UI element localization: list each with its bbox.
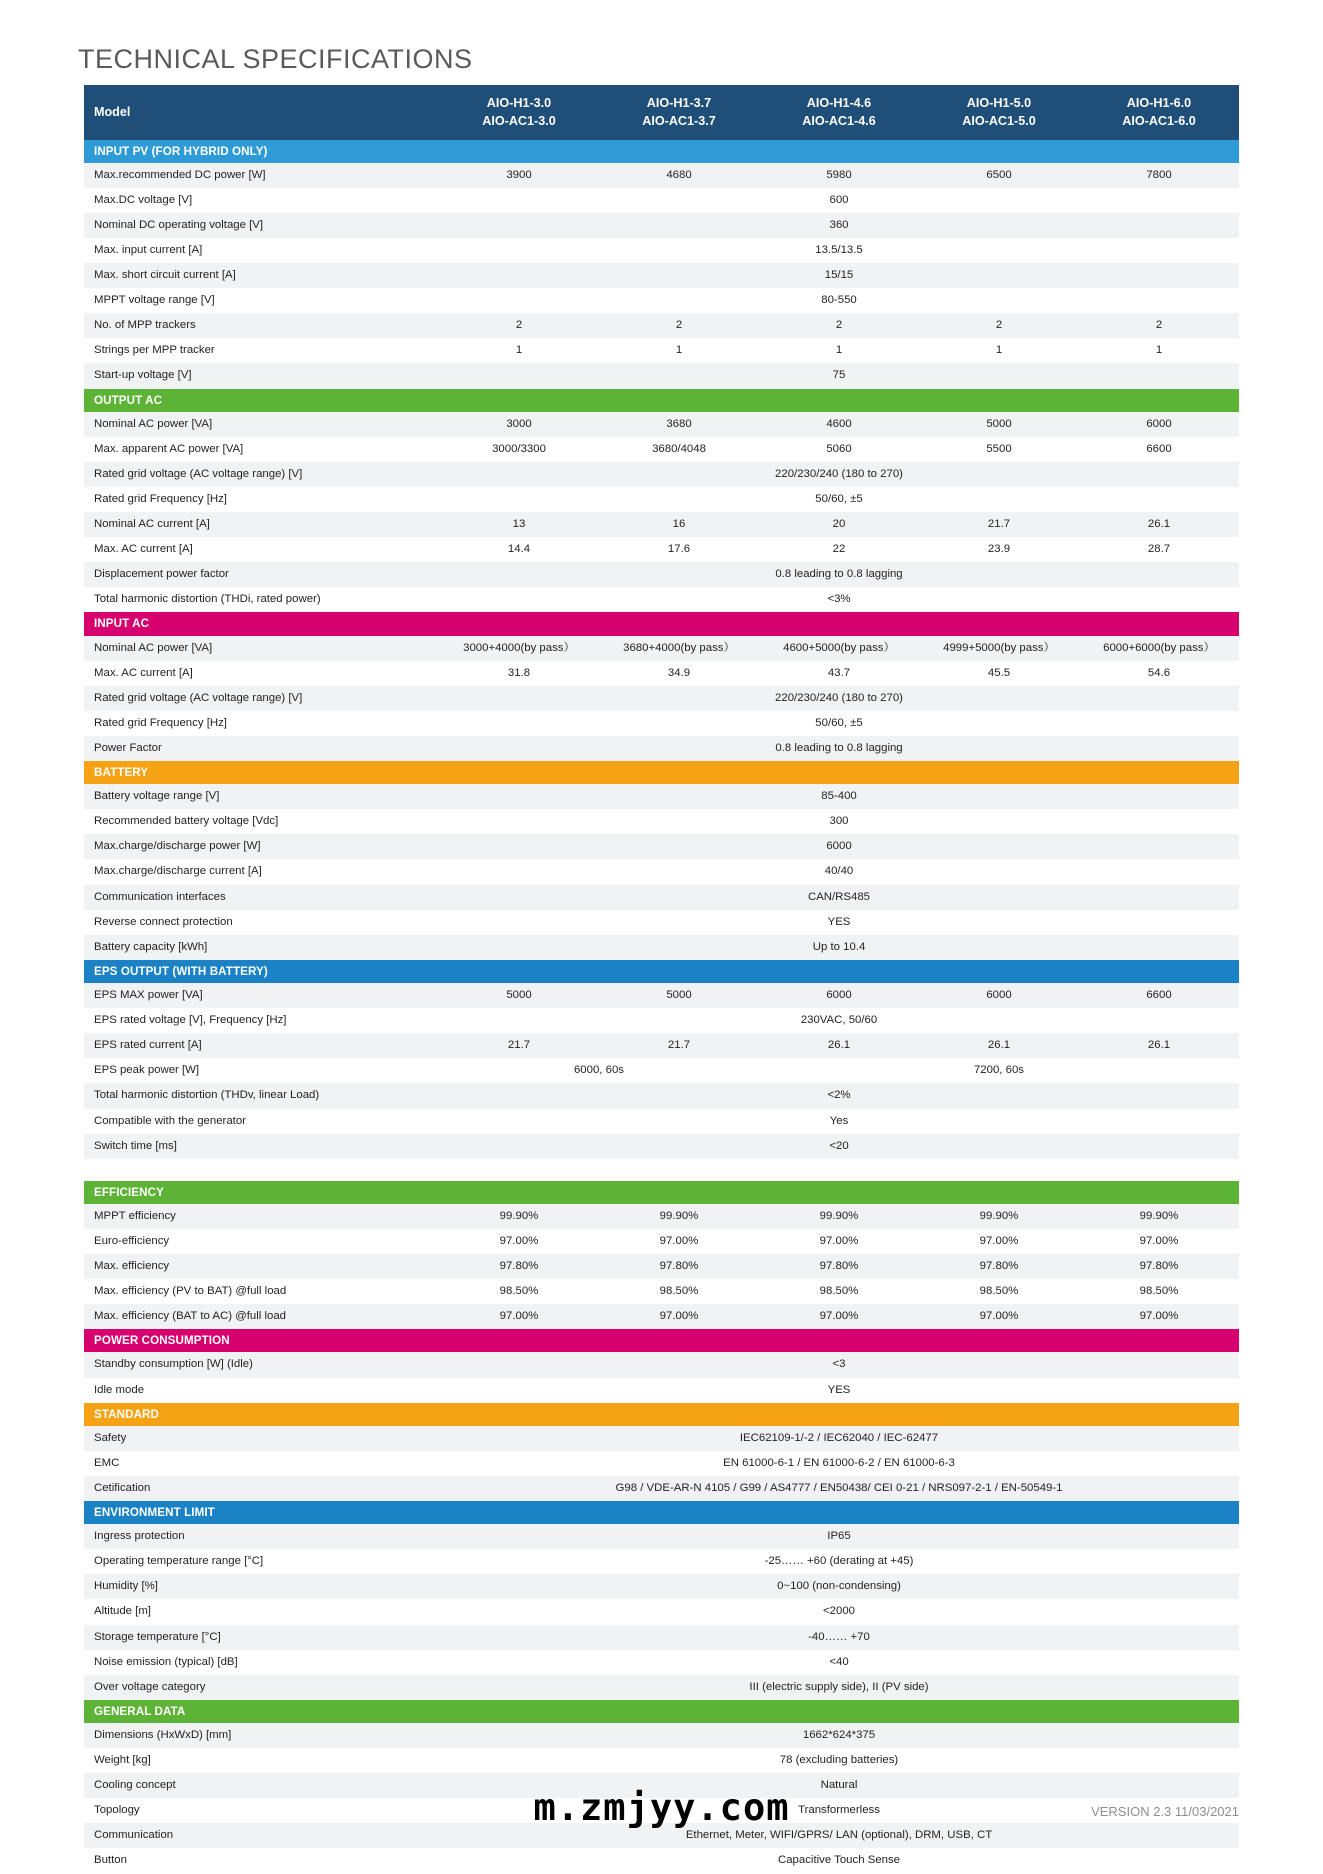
row-value-merged: Natural [439,1773,1239,1798]
row-value: 97.80% [759,1254,919,1279]
row-label: Max. efficiency [84,1254,439,1279]
section-header-row [84,140,1239,163]
row-value: 17.6 [599,537,759,562]
row-value: 3000/3300 [439,437,599,462]
section-header-row [84,1700,1239,1723]
row-label: Topology [84,1798,439,1823]
row-label: Cetification [84,1476,439,1501]
row-value-merged: <3 [439,1352,1239,1377]
row-value-group: 6000, 60s [439,1058,759,1083]
row-value: 23.9 [919,537,1079,562]
row-value: 97.00% [439,1229,599,1254]
row-value: 21.7 [919,512,1079,537]
table-row [84,1723,1239,1748]
row-label: Idle mode [84,1378,439,1403]
table-row [84,1451,1239,1476]
table-row [84,1304,1239,1329]
row-value-merged: 50/60, ±5 [439,711,1239,736]
table-row [84,1352,1239,1377]
row-value: 99.90% [1079,1204,1239,1229]
row-value: 97.80% [1079,1254,1239,1279]
row-label: Rated grid Frequency [Hz] [84,711,439,736]
table-row [84,1650,1239,1675]
row-value-merged: 230VAC, 50/60 [439,1008,1239,1033]
row-label: Max. efficiency (BAT to AC) @full load [84,1304,439,1329]
model-column-header: AIO-H1-3.7 AIO-AC1-3.7 [599,85,759,140]
row-label: Altitude [m] [84,1599,439,1624]
row-value: 34.9 [599,661,759,686]
row-value-merged: YES [439,910,1239,935]
row-value: 26.1 [759,1033,919,1058]
row-value: 2 [759,313,919,338]
table-row [84,562,1239,587]
row-value: 20 [759,512,919,537]
row-label: Nominal DC operating voltage [V] [84,213,439,238]
row-value: 4680 [599,163,759,188]
row-value: 5000 [439,983,599,1008]
row-value: 26.1 [919,1033,1079,1058]
row-value-merged: 75 [439,363,1239,388]
row-label: Start-up voltage [V] [84,363,439,388]
section-header-label: GENERAL DATA [84,1700,1239,1723]
row-value: 99.90% [599,1204,759,1229]
row-value: 3680 [599,412,759,437]
row-label: Operating temperature range [°C] [84,1549,439,1574]
row-value: 97.00% [919,1229,1079,1254]
row-value: 97.00% [1079,1304,1239,1329]
row-value: 26.1 [1079,512,1239,537]
row-value: 5500 [919,437,1079,462]
row-value: 6000 [919,983,1079,1008]
row-value-merged: 0~100 (non-condensing) [439,1574,1239,1599]
row-value: 99.90% [439,1204,599,1229]
row-value-merged: Ethernet, Meter, WIFI/GPRS/ LAN (optional), DRM, USB, CT [439,1823,1239,1848]
row-value-merged: 80-550 [439,288,1239,313]
row-value-merged: IP65 [439,1524,1239,1549]
table-row [84,809,1239,834]
row-value: 1 [599,338,759,363]
table-row [84,1476,1239,1501]
row-value: 28.7 [1079,537,1239,562]
section-header-label: OUTPUT AC [84,389,1239,412]
row-value: 54.6 [1079,661,1239,686]
table-row [84,736,1239,761]
row-value: 97.00% [759,1304,919,1329]
technical-specifications-table [84,85,1239,1874]
row-value: 4999+5000(by pass） [919,636,1079,661]
section-header-label: INPUT PV (FOR HYBRID ONLY) [84,140,1239,163]
row-value-merged: <20 [439,1134,1239,1159]
model-header-label: Model [84,85,439,140]
row-value-merged: 85-400 [439,784,1239,809]
row-value: 1 [1079,338,1239,363]
row-label: Max.charge/discharge current [A] [84,859,439,884]
table-row [84,661,1239,686]
table-row [84,1748,1239,1773]
row-label: Storage temperature [°C] [84,1625,439,1650]
section-header-row [84,1181,1239,1204]
row-value: 99.90% [759,1204,919,1229]
row-value: 26.1 [1079,1033,1239,1058]
row-label: Safety [84,1426,439,1451]
table-row [84,537,1239,562]
row-value: 97.00% [599,1304,759,1329]
row-value-merged: 15/15 [439,263,1239,288]
table-row [84,238,1239,263]
row-value: 2 [439,313,599,338]
table-row [84,636,1239,661]
section-header-row [84,389,1239,412]
row-value: 98.50% [599,1279,759,1304]
table-row [84,288,1239,313]
row-value: 98.50% [919,1279,1079,1304]
section-header-row [84,1403,1239,1426]
row-value: 97.00% [599,1229,759,1254]
row-label: Max. input current [A] [84,238,439,263]
row-value: 2 [919,313,1079,338]
table-row [84,188,1239,213]
table-row [84,1524,1239,1549]
row-value-merged: 40/40 [439,859,1239,884]
row-value-merged: <2000 [439,1599,1239,1624]
row-value: 2 [599,313,759,338]
table-row [84,263,1239,288]
row-label: Max.charge/discharge power [W] [84,834,439,859]
row-value-merged: -25…… +60 (derating at +45) [439,1549,1239,1574]
row-value-merged: <3% [439,587,1239,612]
row-value: 3900 [439,163,599,188]
table-row [84,1008,1239,1033]
row-value: 6600 [1079,437,1239,462]
table-row [84,587,1239,612]
row-value: 1 [919,338,1079,363]
row-label: Cooling concept [84,1773,439,1798]
row-value: 21.7 [439,1033,599,1058]
row-value: 1 [439,338,599,363]
table-row [84,338,1239,363]
footer-brand-watermark: m.zmjyy.com [533,1786,790,1829]
model-column-header: AIO-H1-3.0 AIO-AC1-3.0 [439,85,599,140]
row-value: 6000 [759,983,919,1008]
table-row [84,1109,1239,1134]
row-value: 4600 [759,412,919,437]
row-label: Standby consumption [W] (Idle) [84,1352,439,1377]
row-label: Strings per MPP tracker [84,338,439,363]
model-column-header: AIO-H1-6.0 AIO-AC1-6.0 [1079,85,1239,140]
row-value: 43.7 [759,661,919,686]
row-value-merged: 13.5/13.5 [439,238,1239,263]
table-row [84,885,1239,910]
row-label: EMC [84,1451,439,1476]
table-row [84,711,1239,736]
row-value: 98.50% [439,1279,599,1304]
row-label: Rated grid voltage (AC voltage range) [V] [84,462,439,487]
row-value-merged: 600 [439,188,1239,213]
table-row [84,437,1239,462]
row-value-merged: 78 (excluding batteries) [439,1748,1239,1773]
row-label: MPPT efficiency [84,1204,439,1229]
row-value-merged: III (electric supply side), II (PV side) [439,1675,1239,1700]
row-label: Max.recommended DC power [W] [84,163,439,188]
row-label: Humidity [%] [84,1574,439,1599]
row-label: Max. apparent AC power [VA] [84,437,439,462]
row-value: 6000+6000(by pass） [1079,636,1239,661]
row-label: EPS rated current [A] [84,1033,439,1058]
row-value-merged: 360 [439,213,1239,238]
table-row [84,983,1239,1008]
row-label: Nominal AC power [VA] [84,636,439,661]
row-value: 21.7 [599,1033,759,1058]
row-value-merged: 220/230/240 (180 to 270) [439,686,1239,711]
row-label: Button [84,1848,439,1873]
table-row [84,163,1239,188]
table-row [84,487,1239,512]
row-value: 6000 [1079,412,1239,437]
row-value: 7800 [1079,163,1239,188]
row-label: Switch time [ms] [84,1134,439,1159]
row-value: 31.8 [439,661,599,686]
page-title: TECHNICAL SPECIFICATIONS [78,44,473,74]
row-label: Max. AC current [A] [84,661,439,686]
row-value: 98.50% [1079,1279,1239,1304]
row-value: 97.80% [599,1254,759,1279]
table-row [84,1134,1239,1159]
table-row [84,1378,1239,1403]
table-row [84,1229,1239,1254]
row-value: 5980 [759,163,919,188]
table-row [84,1033,1239,1058]
row-label: Total harmonic distortion (THDv, linear Load) [84,1083,439,1108]
section-header-row [84,612,1239,635]
section-header-label: POWER CONSUMPTION [84,1329,1239,1352]
row-value: 99.90% [919,1204,1079,1229]
row-value-group: 7200, 60s [759,1058,1239,1083]
row-value: 3000 [439,412,599,437]
table-row [84,935,1239,960]
row-label: Rated grid voltage (AC voltage range) [V] [84,686,439,711]
table-row [84,1254,1239,1279]
row-label: Communication interfaces [84,885,439,910]
row-value: 2 [1079,313,1239,338]
table-row [84,1058,1239,1083]
table-row [84,363,1239,388]
row-value-merged: Transformerless [439,1798,1239,1823]
row-value: 97.80% [439,1254,599,1279]
table-row [84,213,1239,238]
row-value: 6600 [1079,983,1239,1008]
row-label: Max. AC current [A] [84,537,439,562]
section-header-row [84,1329,1239,1352]
row-label: MPPT voltage range [V] [84,288,439,313]
row-value: 97.00% [759,1229,919,1254]
section-header-row [84,1501,1239,1524]
row-label: Rated grid Frequency [Hz] [84,487,439,512]
row-value-merged: 220/230/240 (180 to 270) [439,462,1239,487]
row-value-merged: G98 / VDE-AR-N 4105 / G99 / AS4777 / EN50438/ CEI 0-21 / NRS097-2-1 / EN-50549-1 [439,1476,1239,1501]
row-value: 1 [759,338,919,363]
table-row [84,1574,1239,1599]
row-value-merged: 0.8 leading to 0.8 lagging [439,562,1239,587]
row-label: Displacement power factor [84,562,439,587]
row-value: 14.4 [439,537,599,562]
table-row [84,1426,1239,1451]
section-header-label: STANDARD [84,1403,1239,1426]
section-header-row [84,960,1239,983]
table-row [84,462,1239,487]
row-label: Max. short circuit current [A] [84,263,439,288]
row-value-merged: Yes [439,1109,1239,1134]
row-value-merged: 300 [439,809,1239,834]
row-label: Nominal AC power [VA] [84,412,439,437]
row-value: 3000+4000(by pass） [439,636,599,661]
row-value-merged: <40 [439,1650,1239,1675]
model-column-header: AIO-H1-4.6 AIO-AC1-4.6 [759,85,919,140]
table-row [84,1549,1239,1574]
row-value-merged: 6000 [439,834,1239,859]
row-label: Dimensions (HxWxD) [mm] [84,1723,439,1748]
table-row [84,1204,1239,1229]
section-header-label: EPS OUTPUT (WITH BATTERY) [84,960,1239,983]
row-value: 16 [599,512,759,537]
table-row [84,686,1239,711]
row-value-merged: EN 61000-6-1 / EN 61000-6-2 / EN 61000-6-3 [439,1451,1239,1476]
row-value: 97.80% [919,1254,1079,1279]
row-value: 13 [439,512,599,537]
section-header-label: BATTERY [84,761,1239,784]
row-value-merged: CAN/RS485 [439,885,1239,910]
footer-version-label: VERSION 2.3 11/03/2021 [1091,1804,1239,1819]
row-value: 98.50% [759,1279,919,1304]
table-row [84,512,1239,537]
row-value-merged: -40…… +70 [439,1625,1239,1650]
row-value: 97.00% [1079,1229,1239,1254]
section-spacer-cell [84,1159,1239,1181]
section-spacer [84,1159,1239,1181]
row-value: 3680/4048 [599,437,759,462]
row-value-merged: Capacitive Touch Sense [439,1848,1239,1873]
row-label: Over voltage category [84,1675,439,1700]
table-row [84,1848,1239,1873]
row-value: 97.00% [439,1304,599,1329]
row-label: Recommended battery voltage [Vdc] [84,809,439,834]
row-label: Euro-efficiency [84,1229,439,1254]
row-value-merged: Up to 10.4 [439,935,1239,960]
row-value: 3680+4000(by pass） [599,636,759,661]
row-value: 5000 [599,983,759,1008]
row-value-merged: IEC62109-1/-2 / IEC62040 / IEC-62477 [439,1426,1239,1451]
row-label: Power Factor [84,736,439,761]
row-label: EPS MAX power [VA] [84,983,439,1008]
row-label: EPS peak power [W] [84,1058,439,1083]
row-label: Ingress protection [84,1524,439,1549]
row-value: 4600+5000(by pass） [759,636,919,661]
row-value: 97.00% [919,1304,1079,1329]
table-row [84,784,1239,809]
table-row [84,313,1239,338]
row-label: Max.DC voltage [V] [84,188,439,213]
row-label: Max. efficiency (PV to BAT) @full load [84,1279,439,1304]
table-row [84,1083,1239,1108]
table-row [84,910,1239,935]
row-value-merged: 50/60, ±5 [439,487,1239,512]
row-value: 5060 [759,437,919,462]
row-value-merged: <2% [439,1083,1239,1108]
row-label: Noise emission (typical) [dB] [84,1650,439,1675]
section-header-label: EFFICIENCY [84,1181,1239,1204]
row-label: Total harmonic distortion (THDi, rated power) [84,587,439,612]
table-row [84,859,1239,884]
row-value: 6500 [919,163,1079,188]
row-value: 45.5 [919,661,1079,686]
row-value-merged: YES [439,1378,1239,1403]
table-row [84,412,1239,437]
table-row [84,1675,1239,1700]
row-value-merged: 1662*624*375 [439,1723,1239,1748]
section-header-label: ENVIRONMENT LIMIT [84,1501,1239,1524]
table-row [84,1625,1239,1650]
row-label: Communication [84,1823,439,1848]
table-row [84,1279,1239,1304]
row-value: 22 [759,537,919,562]
section-header-label: INPUT AC [84,612,1239,635]
row-value-merged: 0.8 leading to 0.8 lagging [439,736,1239,761]
table-row [84,1599,1239,1624]
row-label: Nominal AC current [A] [84,512,439,537]
row-label: No. of MPP trackers [84,313,439,338]
model-header-row [84,85,1239,140]
section-header-row [84,761,1239,784]
row-label: Weight [kg] [84,1748,439,1773]
row-label: Battery voltage range [V] [84,784,439,809]
row-label: Battery capacity [kWh] [84,935,439,960]
model-column-header: AIO-H1-5.0 AIO-AC1-5.0 [919,85,1079,140]
row-value: 5000 [919,412,1079,437]
row-label: Reverse connect protection [84,910,439,935]
row-label: EPS rated voltage [V], Frequency [Hz] [84,1008,439,1033]
table-row [84,834,1239,859]
row-label: Compatible with the generator [84,1109,439,1134]
